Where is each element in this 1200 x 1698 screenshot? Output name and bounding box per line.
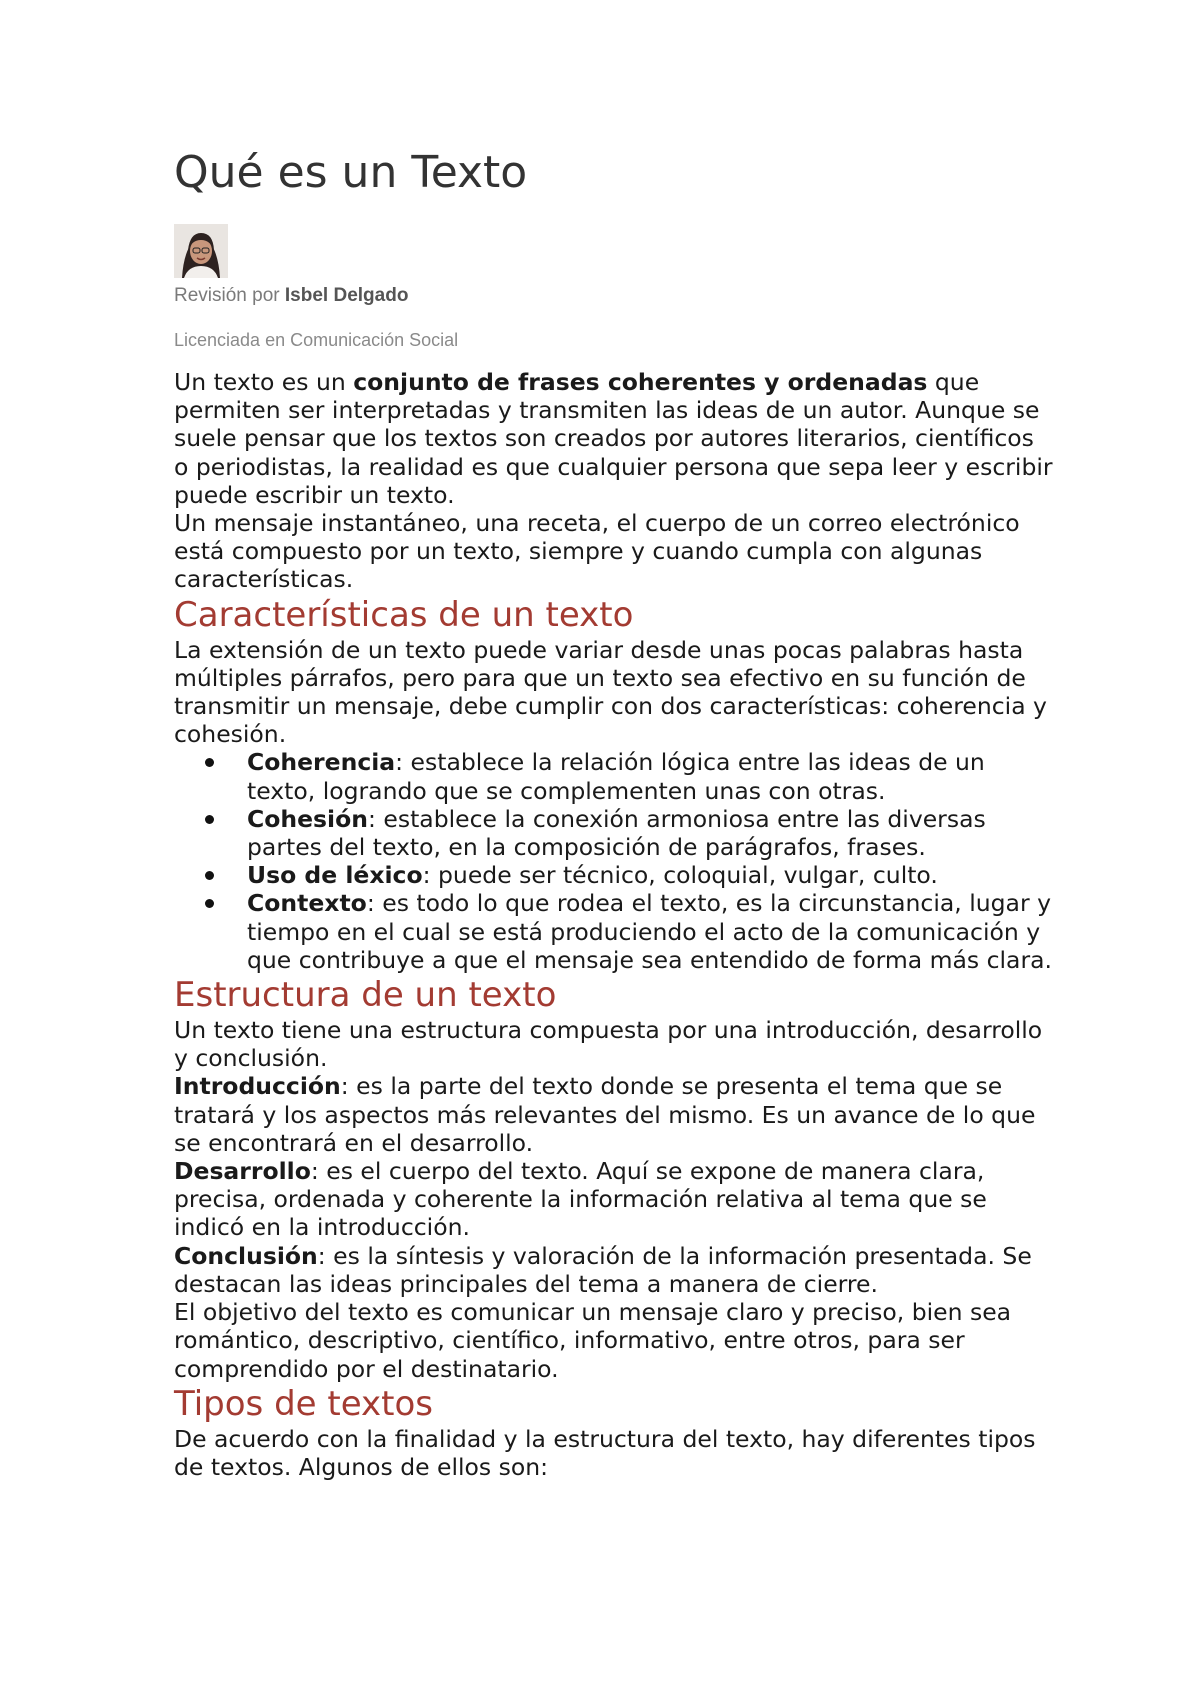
intro-paragraph: Un texto es un conjunto de frases coherentes y ordenadas que permiten ser interpretadas y transmiten las ideas de un autor. Aunque se suele pensar que los textos son creados por autores literarios, científicos o periodistas, la realidad es que cualquier persona que sepa leer y escribir puede escribir un texto.: [174, 368, 1053, 509]
avatar-photo-icon: [174, 224, 228, 278]
review-byline: [174, 284, 1054, 308]
bullet-icon: [205, 899, 214, 908]
tipos-paragraph: De acuerdo con la finalidad y la estructura del texto, hay diferentes tipos de textos. Algunos de ellos son:: [174, 1424, 1036, 1481]
intro-bold-phrase: conjunto de frases coherentes y ordenadas: [353, 368, 928, 396]
article-body: [174, 368, 1054, 1481]
estructura-conclusion: Conclusión: es la síntesis y valoración de la información presentada. Se destacan las ideas principales del tema a manera de cierre.: [174, 1241, 1032, 1298]
caracteristicas-paragraph: La extensión de un texto puede variar desde unas pocas palabras hasta múltiples párrafos, pero para que un texto sea efectivo en su función de transmitir un mensaje, debe cumplir con dos características: coherencia y cohesión.: [174, 635, 1047, 749]
document-page: [174, 144, 1054, 1481]
section-heading-tipos: Tipos de textos: [174, 1383, 434, 1424]
section-heading-estructura: Estructura de un texto: [174, 975, 557, 1016]
author-avatar[interactable]: [174, 224, 228, 278]
estructura-introduccion: Introducción: es la parte del texto donde se presenta el tema que se tratará y los aspectos más relevantes del mismo. Es un avance de lo que se encontrará en el desarrollo.: [174, 1072, 1036, 1157]
bullet-icon: [205, 871, 214, 880]
estructura-closing: El objetivo del texto es comunicar un mensaje claro y preciso, bien sea romántico, descriptivo, científico, informativo, entre otros, para ser comprendido por el destinatario.: [174, 1298, 1012, 1383]
intro-paragraph-2: Un mensaje instantáneo, una receta, el cuerpo de un correo electrónico está compuesto por un texto, siempre y cuando cumpla con algunas características.: [174, 509, 1020, 594]
author-role: Licenciada en Comunicación Social: [174, 330, 459, 350]
list-item: Coherencia: establece la relación lógica entre las ideas de un texto, logrando que se complementen unas con otras.: [247, 748, 1054, 804]
list-item: Cohesión: establece la conexión armoniosa entre las diversas partes del texto, en la composición de parágrafos, frases.: [247, 805, 1054, 861]
estructura-desarrollo: Desarrollo: es el cuerpo del texto. Aquí se expone de manera clara, precisa, ordenada y coherente la información relativa al tema que se indicó en la introducción.: [174, 1157, 987, 1242]
list-item: Contexto: es todo lo que rodea el texto, es la circunstancia, lugar y tiempo en el cual se está produciendo el acto de la comunicación y que contribuye a que el mensaje sea entendido de forma más clara.: [247, 889, 1054, 974]
estructura-paragraph: Un texto tiene una estructura compuesta por una introducción, desarrollo y conclusión.: [174, 1016, 1043, 1073]
section-heading-caracteristicas: Características de un texto: [174, 594, 634, 635]
list-item: Uso de léxico: puede ser técnico, coloquial, vulgar, culto.: [247, 861, 1054, 889]
author-name[interactable]: Isbel Delgado: [284, 285, 409, 306]
bullet-icon: [205, 815, 214, 824]
page-title: Qué es un Texto: [174, 147, 528, 198]
bullet-icon: [205, 758, 214, 767]
byline-prefix: Revisión por: [174, 285, 280, 306]
caracteristicas-list: [174, 748, 1054, 974]
